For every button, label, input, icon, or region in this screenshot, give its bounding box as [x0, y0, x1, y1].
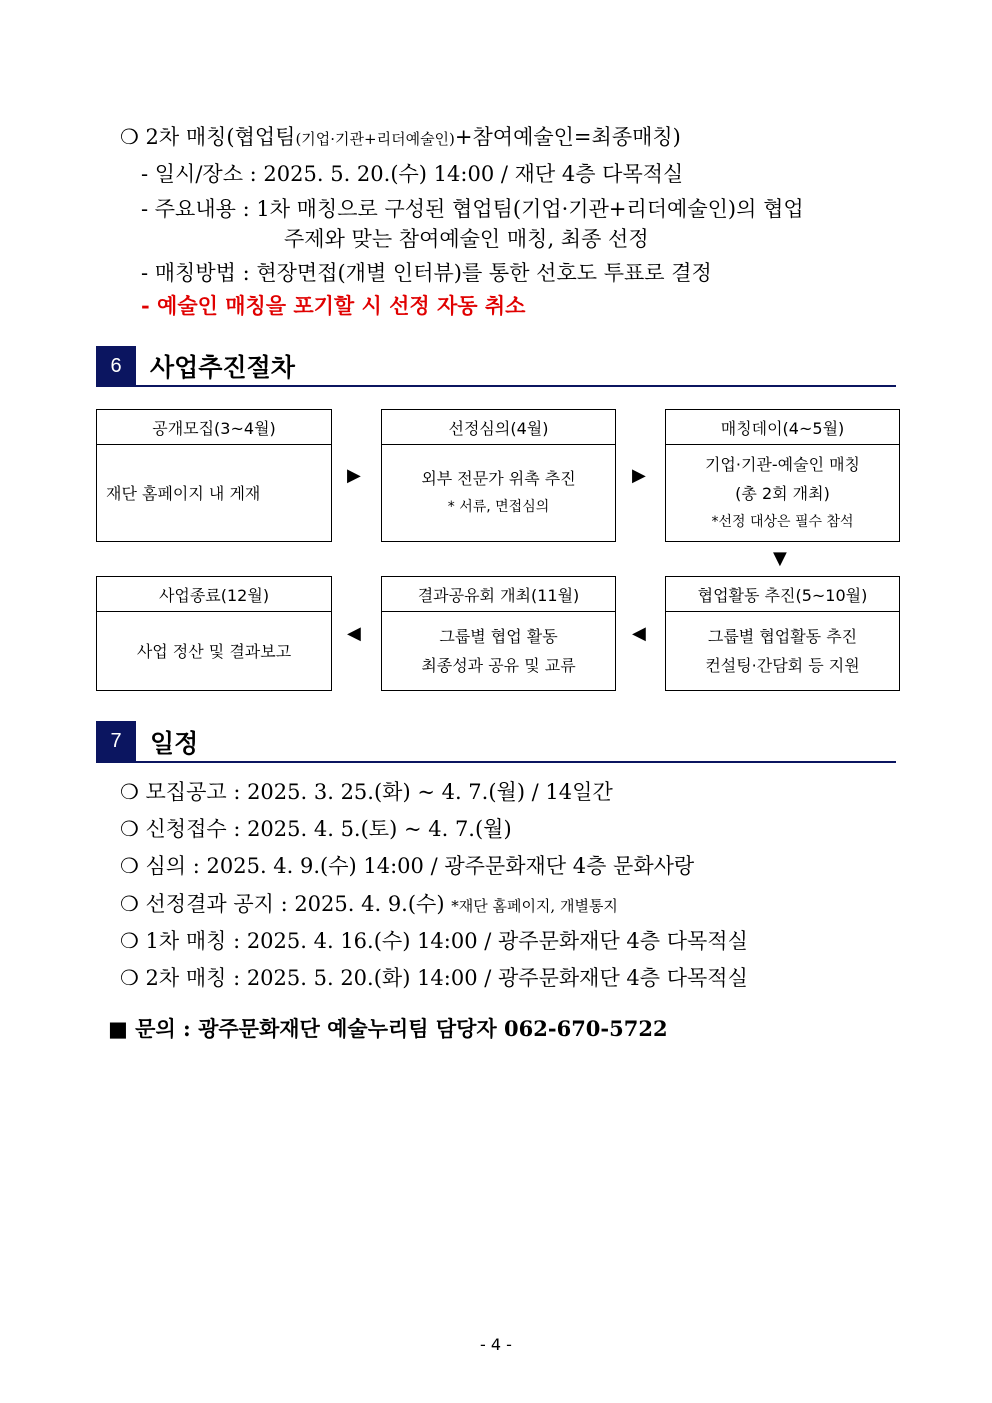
section-6-underline [96, 385, 896, 387]
matching-2nd-content: - 주요내용 : 1차 매칭으로 구성된 협업팀(기업·기관+리더예술인)의 협업 [141, 197, 804, 221]
arrow-down-icon: ▼ [773, 548, 787, 569]
flow-box-line: 외부 전문가 위촉 추진 [421, 469, 576, 488]
flow-box-body [97, 445, 331, 541]
flow-box-line: 그룹별 협업 활동 [439, 627, 558, 646]
schedule-note: *재단 홈페이지, 개별통지 [451, 897, 618, 915]
flow-box-review [381, 409, 616, 542]
matching-2nd-method: - 매칭방법 : 현장면접(개별 인터뷰)를 통한 선호도 투표로 결정 [141, 261, 712, 285]
schedule-item: ❍ 선정결과 공지 : 2025. 4. 9.(수) [120, 892, 445, 916]
schedule-item: ❍ 2차 매칭 : 2025. 5. 20.(화) 14:00 / 광주문화재단 4층 다목적실 [120, 966, 748, 990]
matching-2nd-small: (기업·기관+리더예술인) [295, 130, 455, 148]
section-7-underline [96, 761, 896, 763]
matching-2nd-content-cont: 주제와 맞는 참여예술인 매칭, 최종 선정 [284, 227, 649, 251]
schedule-item: ❍ 모집공고 : 2025. 3. 25.(화) ~ 4. 7.(월) / 14일간 [120, 780, 613, 804]
section-6-title: 사업추진절차 [150, 353, 295, 382]
flow-box-line: 컨설팅·간담회 등 지원 [705, 656, 860, 675]
flow-box-note: *선정 대상은 필수 참석 [711, 513, 854, 530]
section-7-number: 7 [96, 721, 136, 761]
arrow-left-icon: ◀ [347, 623, 361, 644]
contact-info: ■ 문의 : 광주문화재단 예술누리팀 담당자 062-670-5722 [108, 1016, 668, 1041]
flow-box-body [666, 445, 899, 541]
schedule-item-announcement [120, 891, 618, 919]
flow-box-collaboration [665, 576, 900, 691]
matching-2nd-warning: - 예술인 매칭을 포기할 시 선정 자동 취소 [141, 293, 526, 318]
matching-2nd-main: ❍ 2차 매칭(협업팀 [120, 125, 296, 149]
flow-box-head: 결과공유회 개최(11월) [382, 577, 615, 612]
flow-box-note: * 서류, 면접심의 [447, 499, 550, 515]
flow-box-project-end [96, 576, 332, 691]
flow-box-matching-day [665, 409, 900, 542]
schedule-item: ❍ 심의 : 2025. 4. 9.(수) 14:00 / 광주문화재단 4층 문화사랑 [120, 854, 695, 878]
section-7-title: 일정 [150, 729, 199, 758]
flow-box-line: 사업 정산 및 결과보고 [136, 641, 292, 661]
section-6-number: 6 [96, 346, 136, 386]
arrow-right-icon: ▶ [632, 465, 646, 486]
flow-box-line: 그룹별 협업활동 추진 [707, 627, 858, 646]
flow-box-head: 매칭데이(4~5월) [666, 410, 899, 445]
flow-box-line: 재단 홈페이지 내 게재 [106, 483, 261, 503]
flow-box-body [666, 612, 899, 690]
matching-2nd-tail: +참여예술인=최종매칭) [454, 125, 681, 149]
arrow-left-icon: ◀ [632, 623, 646, 644]
flow-box-line: 최종성과 공유 및 교류 [421, 656, 576, 675]
flow-box-recruitment [96, 409, 332, 542]
flow-box-head: 사업종료(12월) [97, 577, 331, 612]
flow-box-body [382, 612, 615, 690]
flow-box-head: 선정심의(4월) [382, 410, 615, 445]
schedule-item: ❍ 1차 매칭 : 2025. 4. 16.(수) 14:00 / 광주문화재단 4층 다목적실 [120, 929, 748, 953]
matching-2nd-datetime: - 일시/장소 : 2025. 5. 20.(수) 14:00 / 재단 4층 다목적실 [141, 162, 684, 186]
arrow-right-icon: ▶ [347, 465, 361, 486]
page-number: - 4 - [480, 1335, 512, 1354]
flow-box-body [97, 612, 331, 690]
flow-box-body [382, 445, 615, 541]
flow-box-line: 기업·기관-예술인 매칭 [704, 454, 861, 474]
schedule-item: ❍ 신청접수 : 2025. 4. 5.(토) ~ 4. 7.(월) [120, 817, 512, 841]
flow-box-head: 공개모집(3~4월) [97, 410, 331, 445]
flow-box-result-sharing [381, 576, 616, 691]
flow-box-head: 협업활동 추진(5~10월) [666, 577, 899, 612]
matching-2nd-heading [120, 124, 681, 152]
flow-box-line: (총 2회 개최) [735, 483, 830, 503]
